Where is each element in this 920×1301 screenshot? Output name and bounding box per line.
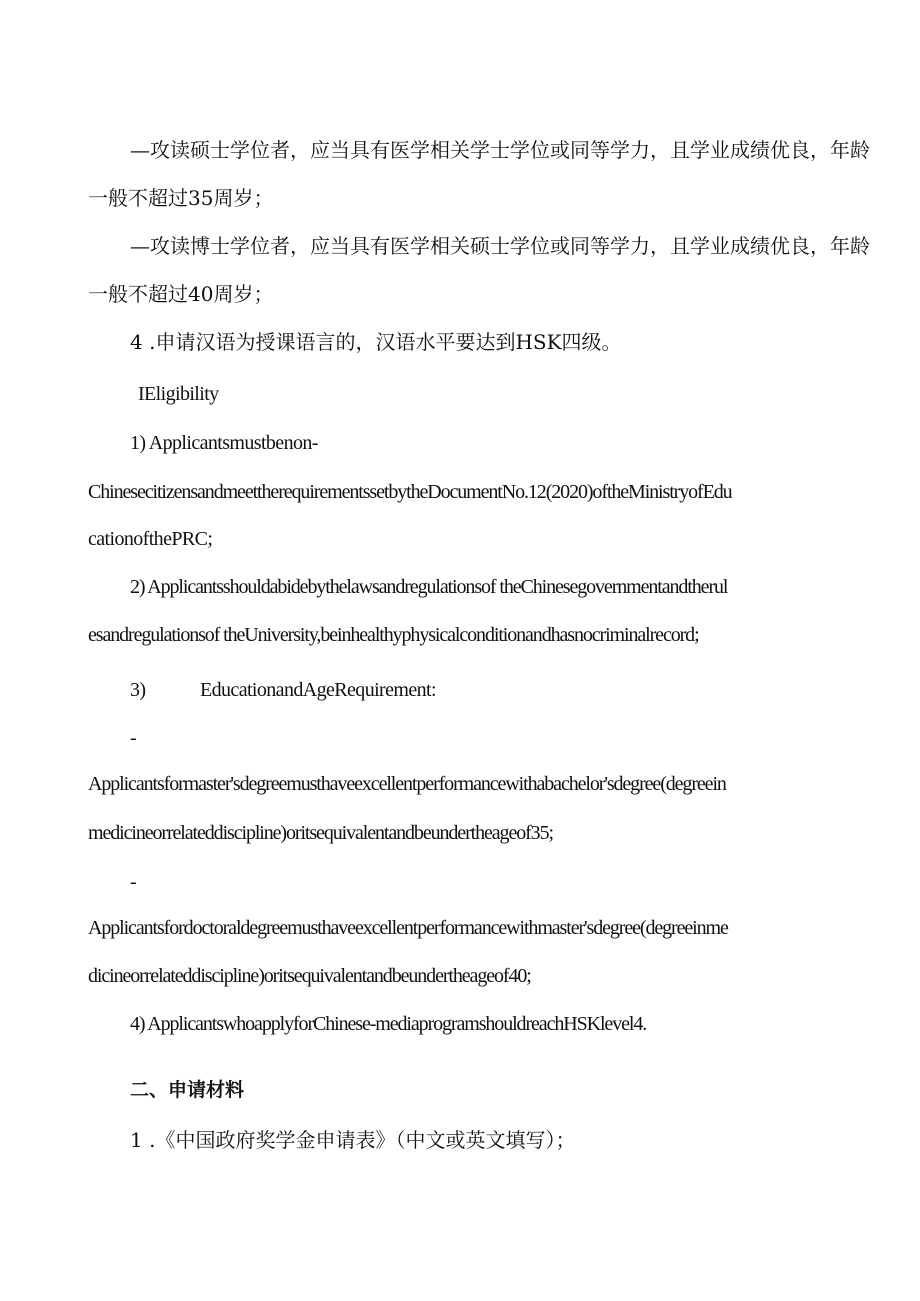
doctor-requirement-en-cont: dicineorrelateddiscipline)oritsequivalentandbeundertheageof40; <box>88 965 531 987</box>
eligibility-item-2-cont: esandregulationsof theUniversity,beinhealthyphysicalconditionandhasnocriminalrecord; <box>88 624 699 646</box>
master-bullet-dash: - <box>130 727 137 749</box>
eligibility-item-1-end: cationofthePRC; <box>88 528 213 550</box>
eligibility-item-3-title: EducationandAgeRequirement: <box>200 679 436 701</box>
paragraph-master-requirement-cn: —攻读硕士学位者，应当具有医学相关学士学位或同等学力，且学业成绩优良，年龄 <box>130 138 870 162</box>
doctor-bullet-dash: - <box>130 871 137 893</box>
master-requirement-en: Applicantsformaster'sdegreemusthaveexcellentperformancewithabachelor'sdegree(degreein <box>88 773 726 795</box>
paragraph-doctor-requirement-cn: —攻读博士学位者，应当具有医学相关硕士学位或同等学力，且学业成绩优良，年龄 <box>130 234 870 258</box>
paragraph-hsk-requirement-cn: 4 .申请汉语为授课语言的，汉语水平要达到HSK四级。 <box>130 330 622 354</box>
master-requirement-en-cont: medicineorrelateddiscipline)oritsequivalentandbeundertheageof35; <box>88 822 553 844</box>
doctor-requirement-en: Applicantsfordoctoraldegreemusthaveexcellentperformancewithmaster'sdegree(degreeinme <box>88 917 728 939</box>
section-heading-application-materials: 二、申请材料 <box>130 1079 245 1101</box>
paragraph-master-requirement-cn-cont: 一般不超过35周岁； <box>88 186 274 210</box>
eligibility-item-2: 2) Applicantsshouldabidebythelawsandregulationsof theChinesegovernmentandtherul <box>130 576 728 598</box>
eligibility-item-1-cont: ChinesecitizensandmeettherequirementssetbytheDocumentNo.12(2020)oftheMinistryofEdu <box>88 481 732 503</box>
eligibility-item-4: 4) ApplicantswhoapplyforChinese-mediaprogramshouldreachHSKlevel4. <box>130 1013 647 1035</box>
paragraph-doctor-requirement-cn-cont: 一般不超过40周岁； <box>88 282 274 306</box>
section-heading-eligibility: IEligibility <box>138 383 219 405</box>
materials-item-1: 1 .《中国政府奖学金申请表》（中文或英文填写）； <box>130 1128 576 1152</box>
eligibility-item-3-number: 3) <box>130 679 146 701</box>
eligibility-item-1: 1) Applicantsmustbenon- <box>130 432 318 454</box>
